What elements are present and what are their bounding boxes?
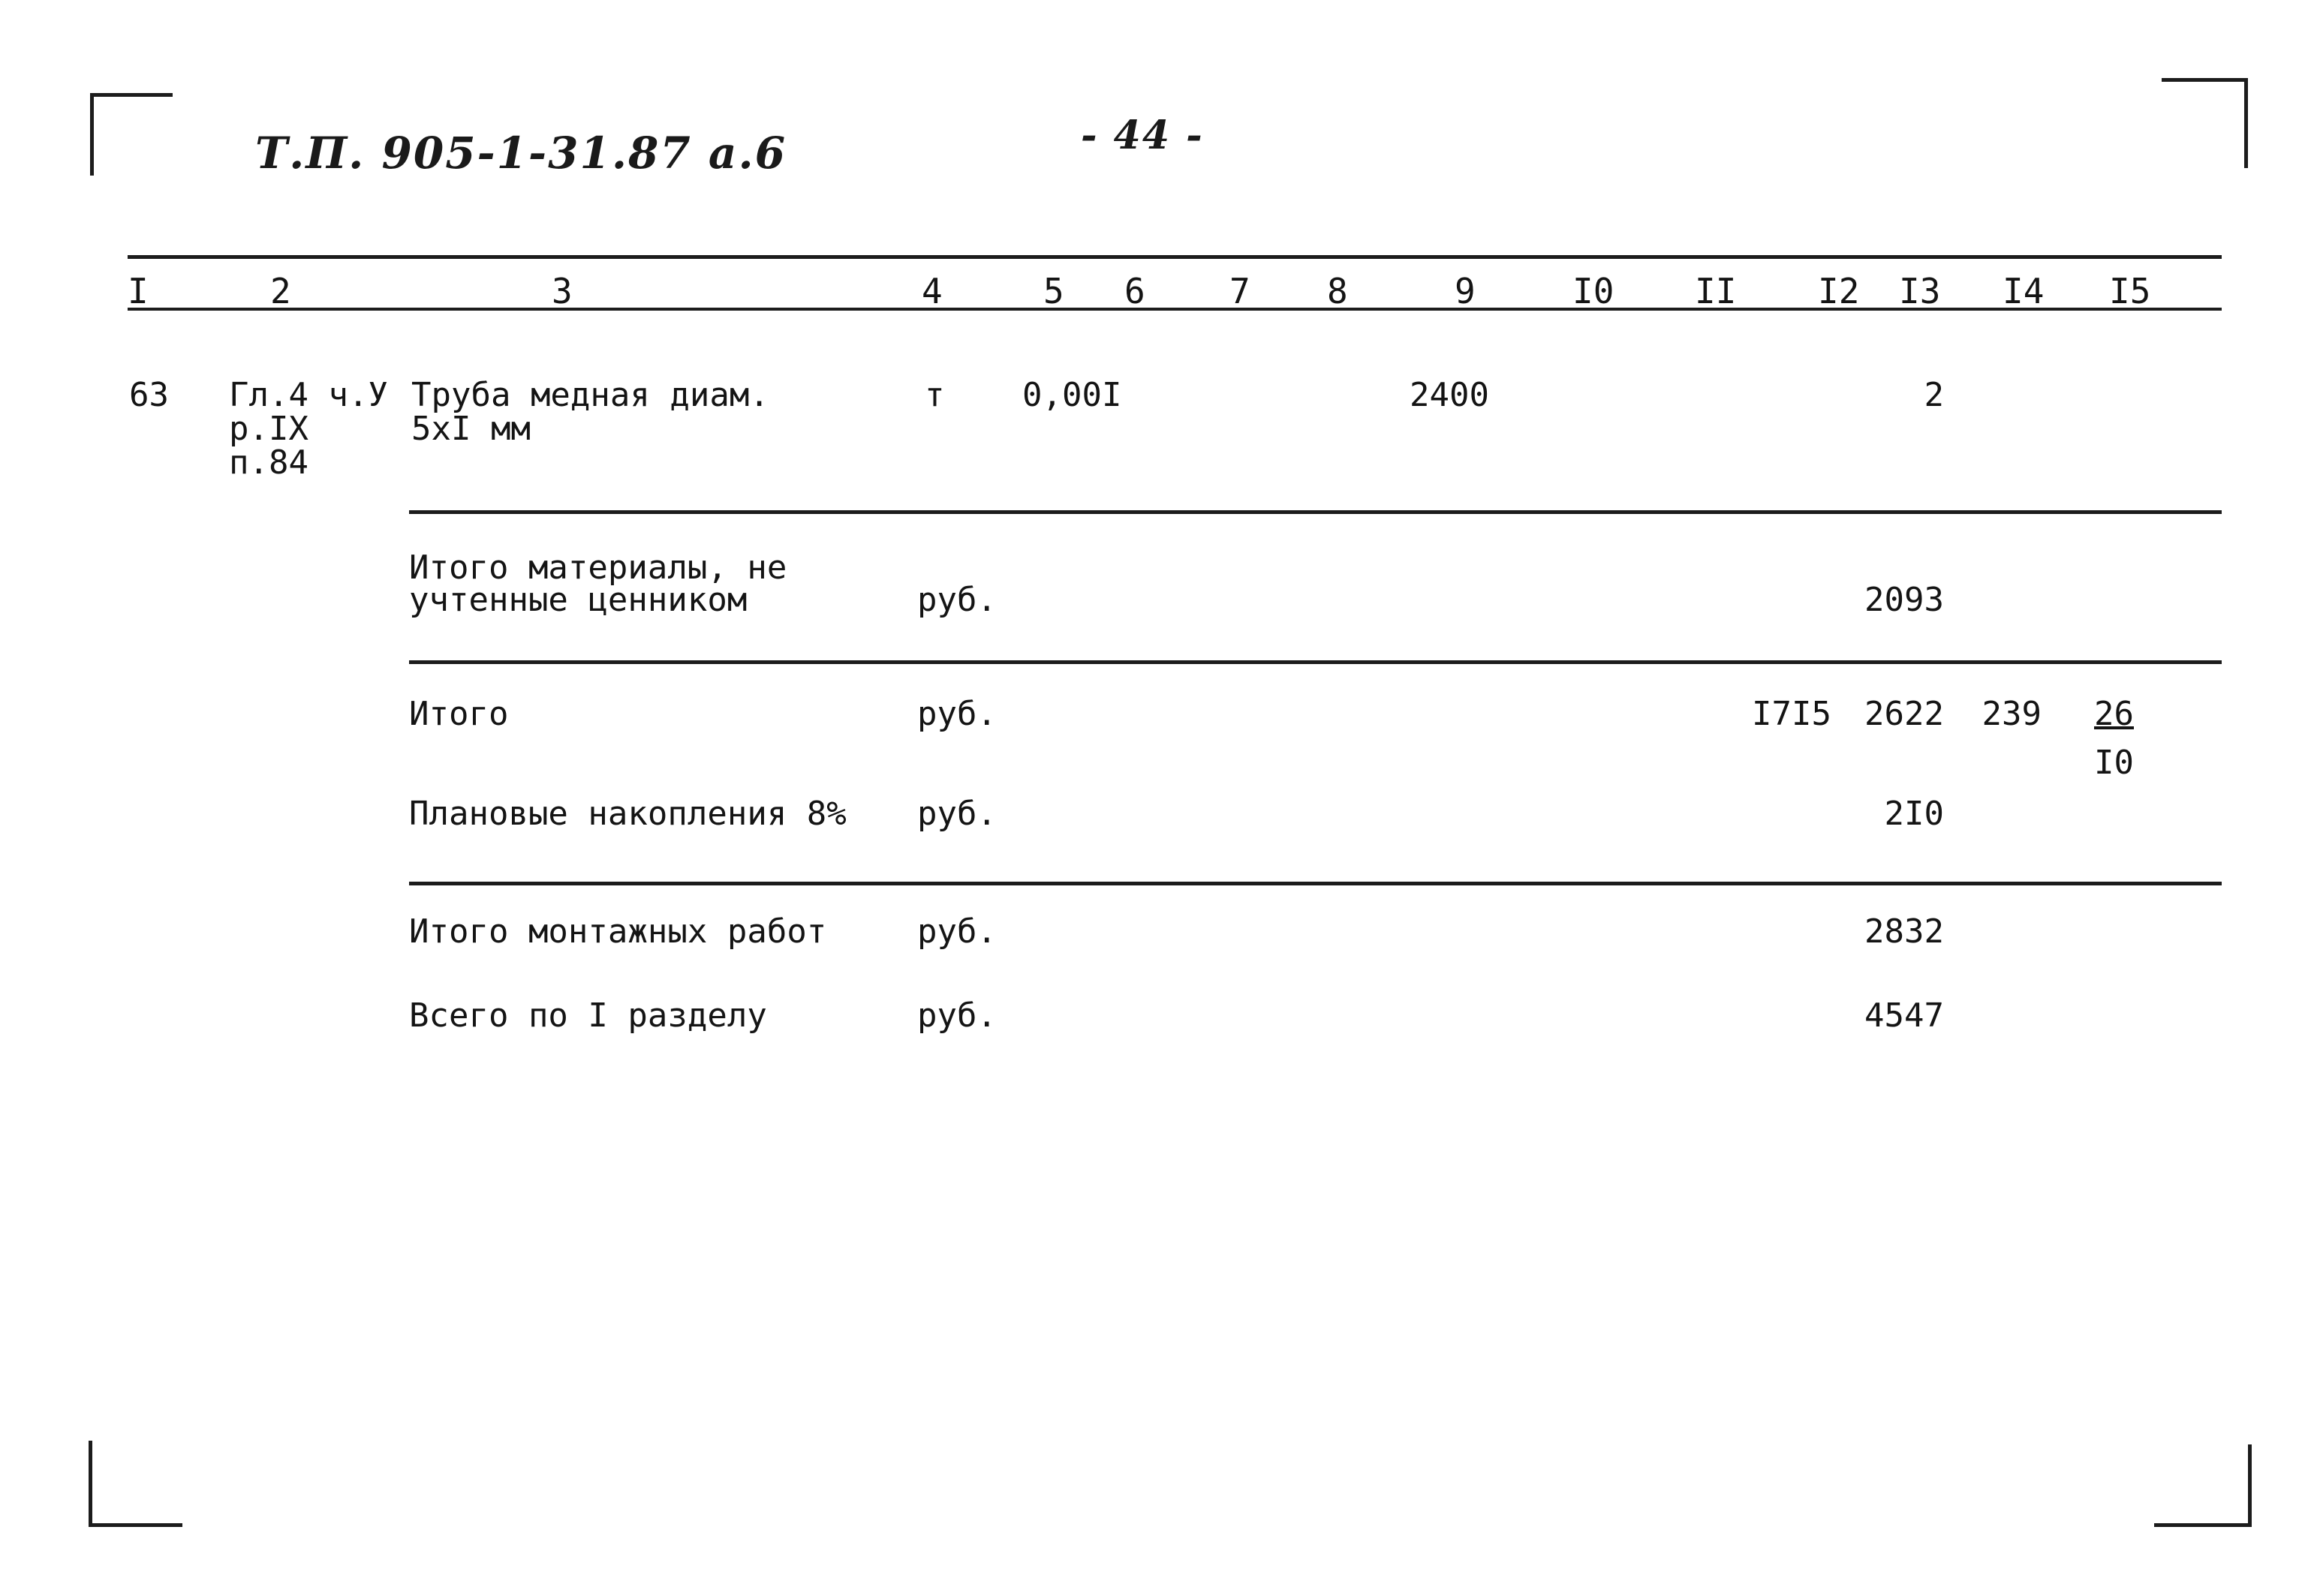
row-label: Всего по I разделу [409, 996, 767, 1035]
row-reference: р.IX [229, 410, 308, 448]
corner-mark-top-left [90, 93, 173, 176]
unit-cell: руб. [917, 996, 997, 1035]
column-13-value: 2622 [1864, 695, 1944, 733]
column-15-value-bottom: I0 [2094, 744, 2134, 782]
column-number: I3 [1899, 271, 1941, 311]
column-15-value-top: 26 [2094, 695, 2134, 733]
unit-cell: руб. [917, 912, 997, 951]
column-number: I4 [2003, 271, 2045, 311]
column-number: II [1695, 271, 1737, 311]
row-reference: п.84 [229, 443, 308, 482]
corner-mark-bottom-right [2154, 1444, 2252, 1527]
column-13-value: 2093 [1864, 581, 1944, 619]
page-number: - 44 - [1081, 113, 1204, 158]
column-number: 4 [922, 271, 943, 311]
corner-mark-top-right [2162, 78, 2248, 168]
price-cell: 2400 [1410, 376, 1489, 414]
column-number: 2 [270, 271, 291, 311]
column-13-value: 2I0 [1884, 795, 1944, 833]
row-label: Итого материалы, не [409, 549, 787, 587]
row-divider [409, 510, 2222, 514]
row-number: 63 [129, 376, 169, 414]
column-number: I [128, 271, 149, 311]
unit-cell: руб. [917, 695, 997, 733]
row-label: Итого [409, 695, 509, 733]
unit-cell: т [925, 376, 945, 414]
column-13-value: 4547 [1864, 996, 1944, 1035]
column-14-value: 239 [1982, 695, 2042, 733]
row-label: Плановые накопления 8% [409, 795, 847, 833]
row-divider [409, 882, 2222, 885]
table-top-rule [128, 255, 2222, 259]
column-number: I0 [1572, 271, 1614, 311]
column-number: 8 [1327, 271, 1348, 311]
column-13-value: 2 [1924, 376, 1944, 414]
item-name: 5хI мм [411, 410, 531, 448]
unit-cell: руб. [917, 795, 997, 833]
quantity-cell: 0,00I [1022, 376, 1122, 414]
column-number: I5 [2109, 271, 2151, 311]
column-number: 5 [1043, 271, 1064, 311]
row-divider [409, 660, 2222, 664]
column-number: 9 [1455, 271, 1476, 311]
column-number: I2 [1818, 271, 1860, 311]
row-label: учтенные ценником [409, 581, 748, 619]
row-label: Итого монтажных работ [409, 912, 827, 951]
column-12-value: I7I5 [1752, 695, 1831, 733]
column-number: 6 [1124, 271, 1145, 311]
document-code: Т.П. 905-1-31.87 а.6 [255, 128, 787, 179]
row-reference: Гл.4 ч.У [229, 376, 388, 414]
corner-mark-bottom-left [89, 1441, 182, 1527]
column-number: 3 [552, 271, 573, 311]
column-13-value: 2832 [1864, 912, 1944, 951]
unit-cell: руб. [917, 581, 997, 619]
item-name: Труба медная диам. [411, 376, 769, 414]
column-number: 7 [1229, 271, 1250, 311]
